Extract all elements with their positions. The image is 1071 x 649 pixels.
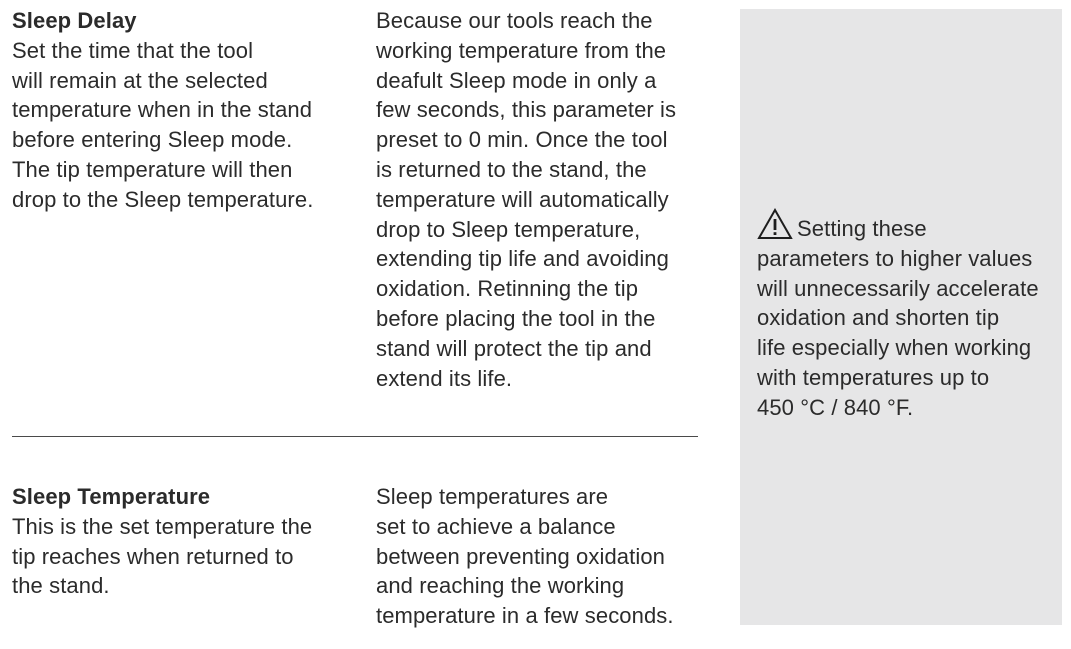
sleep-temperature-note-text <box>376 482 706 631</box>
text-line: Sleep temperatures are <box>376 484 609 509</box>
text-line: before entering Sleep mode. <box>12 127 293 153</box>
warning-triangle-icon <box>757 208 793 240</box>
text-line: before placing the tool in the <box>376 305 656 331</box>
text-line: temperature will automatically <box>376 186 669 212</box>
text-line: the stand. <box>12 573 110 599</box>
text-line: tip reaches when returned to <box>12 543 294 569</box>
text-line: Because our tools reach the <box>376 8 653 33</box>
text-line: temperature when in the stand <box>12 97 313 123</box>
text-line: set to achieve a balance <box>376 513 616 539</box>
sleep-temperature-title: Sleep Temperature <box>12 484 211 509</box>
sleep-delay-note <box>376 6 706 393</box>
sleep-temperature-definition <box>12 482 352 601</box>
text-line: will remain at the selected <box>12 67 268 93</box>
text-line: Set the time that the tool <box>12 37 254 63</box>
text-line: extend its life. <box>376 365 513 391</box>
warning-line: oxidation and shorten tip <box>757 305 1000 331</box>
text-line: temperature in a few seconds. <box>376 603 674 629</box>
sleep-delay-definition <box>12 6 352 215</box>
warning-first-line <box>757 208 1062 244</box>
warning-line: with temperatures up to <box>757 364 990 390</box>
section-divider <box>12 436 698 437</box>
text-line: preset to 0 min. Once the tool <box>376 127 668 153</box>
warning-line: life especially when working <box>757 335 1032 361</box>
text-line: This is the set temperature the <box>12 513 313 539</box>
sleep-delay-title: Sleep Delay <box>12 8 137 33</box>
text-line: working temperature from the <box>376 37 667 63</box>
warning-text <box>757 208 1062 423</box>
warning-line: parameters to higher values <box>757 245 1033 271</box>
text-line: extending tip life and avoiding <box>376 246 669 272</box>
text-line: drop to the Sleep temperature. <box>12 186 314 212</box>
text-line: stand will protect the tip and <box>376 335 652 361</box>
sleep-delay-note-text <box>376 6 706 393</box>
text-line: between preventing oxidation <box>376 543 666 569</box>
text-line: deafult Sleep mode in only a <box>376 67 657 93</box>
text-line: drop to Sleep temperature, <box>376 216 641 242</box>
warning-line: 450 °C / 840 °F. <box>757 394 914 420</box>
text-line: The tip temperature will then <box>12 156 293 182</box>
sleep-temperature-description <box>12 512 352 601</box>
text-line: and reaching the working <box>376 573 625 599</box>
text-line: is returned to the stand, the <box>376 156 647 182</box>
warning-panel <box>740 9 1062 625</box>
warning-line: will unnecessarily accelerate <box>757 275 1039 301</box>
text-line: oxidation. Retinning the tip <box>376 276 639 302</box>
sleep-temperature-note <box>376 482 706 631</box>
text-line: few seconds, this parameter is <box>376 97 677 123</box>
warning-line: Setting these <box>797 216 927 241</box>
sleep-delay-description <box>12 36 352 215</box>
